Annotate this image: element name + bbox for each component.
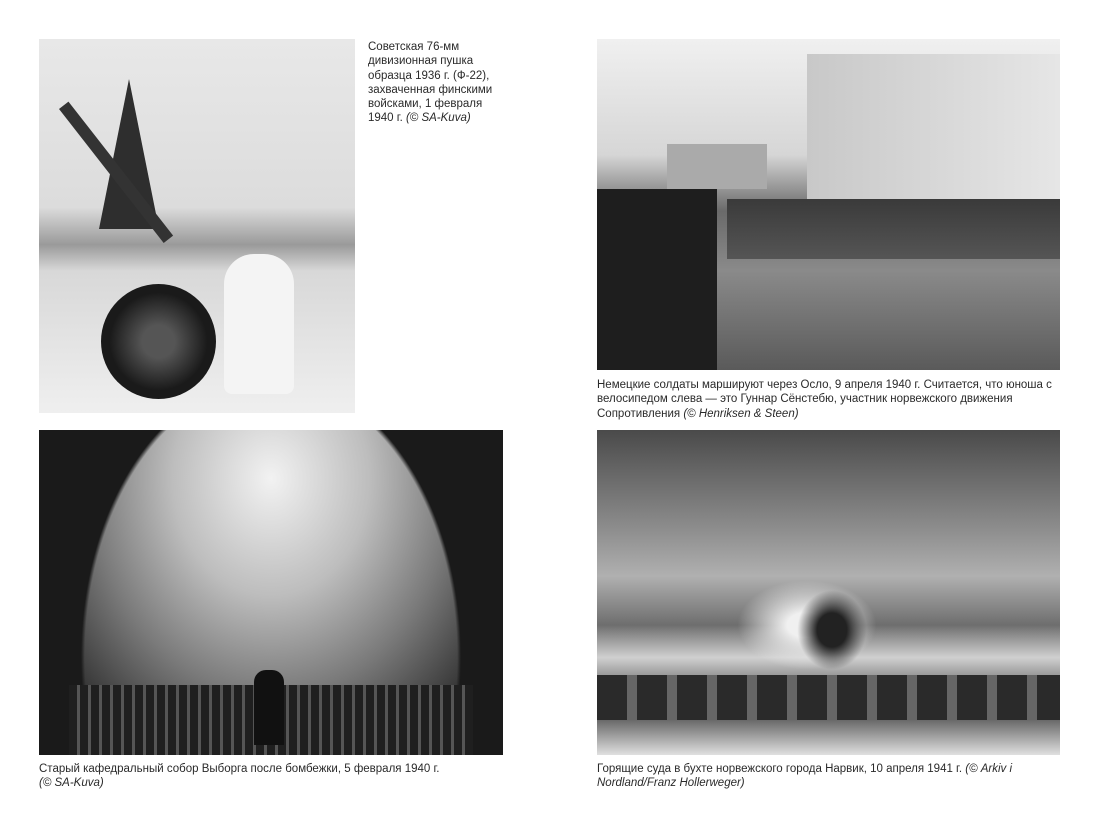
dark-smoke-shape <box>797 590 867 670</box>
caption-oslo <box>597 378 1067 421</box>
caption-text: Горящие суда в бухте норвежского города Нарвик, 10 апреля 1941 г. <box>597 763 963 775</box>
caption-text: Немецкие солдаты маршируют через Осло, 9 апреля 1940 г. Считается, что юноша с велосипедом слева — это Гуннар Сёнстебю, участник норвежского движения Сопротивления <box>597 379 1052 420</box>
caption-credit: (© SA-Kuva) <box>39 777 104 790</box>
ships-shape <box>597 675 1060 720</box>
photo-oslo-march <box>597 39 1060 370</box>
person-figure <box>254 670 284 745</box>
soldiers-shape <box>727 199 1060 259</box>
caption-cannon <box>368 40 508 126</box>
caption-vyborg <box>39 762 509 791</box>
caption-text: Советская 76-мм дивизионная пушка образца 1936 г. (Ф-22), захваченная финскими войсками, 1 февраля 1940 г. <box>368 41 493 125</box>
caption-narvik <box>597 762 1047 791</box>
photo-narvik-ships <box>597 430 1060 755</box>
caption-text: Старый кафедральный собор Выборга после бомбежки, 5 февраля 1940 г. <box>39 763 440 775</box>
photo-soviet-cannon <box>39 39 355 413</box>
soldier-figure <box>224 254 294 394</box>
caption-credit: (© Henriksen & Steen) <box>683 407 799 420</box>
caption-credit: (© SA-Kuva) <box>405 112 471 125</box>
building-shape <box>807 54 1060 214</box>
crowd-shape <box>597 189 717 370</box>
photo-vyborg-cathedral <box>39 430 503 755</box>
caption-credit: (© Arkiv i Nordland/Franz Hollerweger) <box>597 763 1013 790</box>
cannon-wheel <box>101 284 216 399</box>
palace-shape <box>667 144 767 189</box>
